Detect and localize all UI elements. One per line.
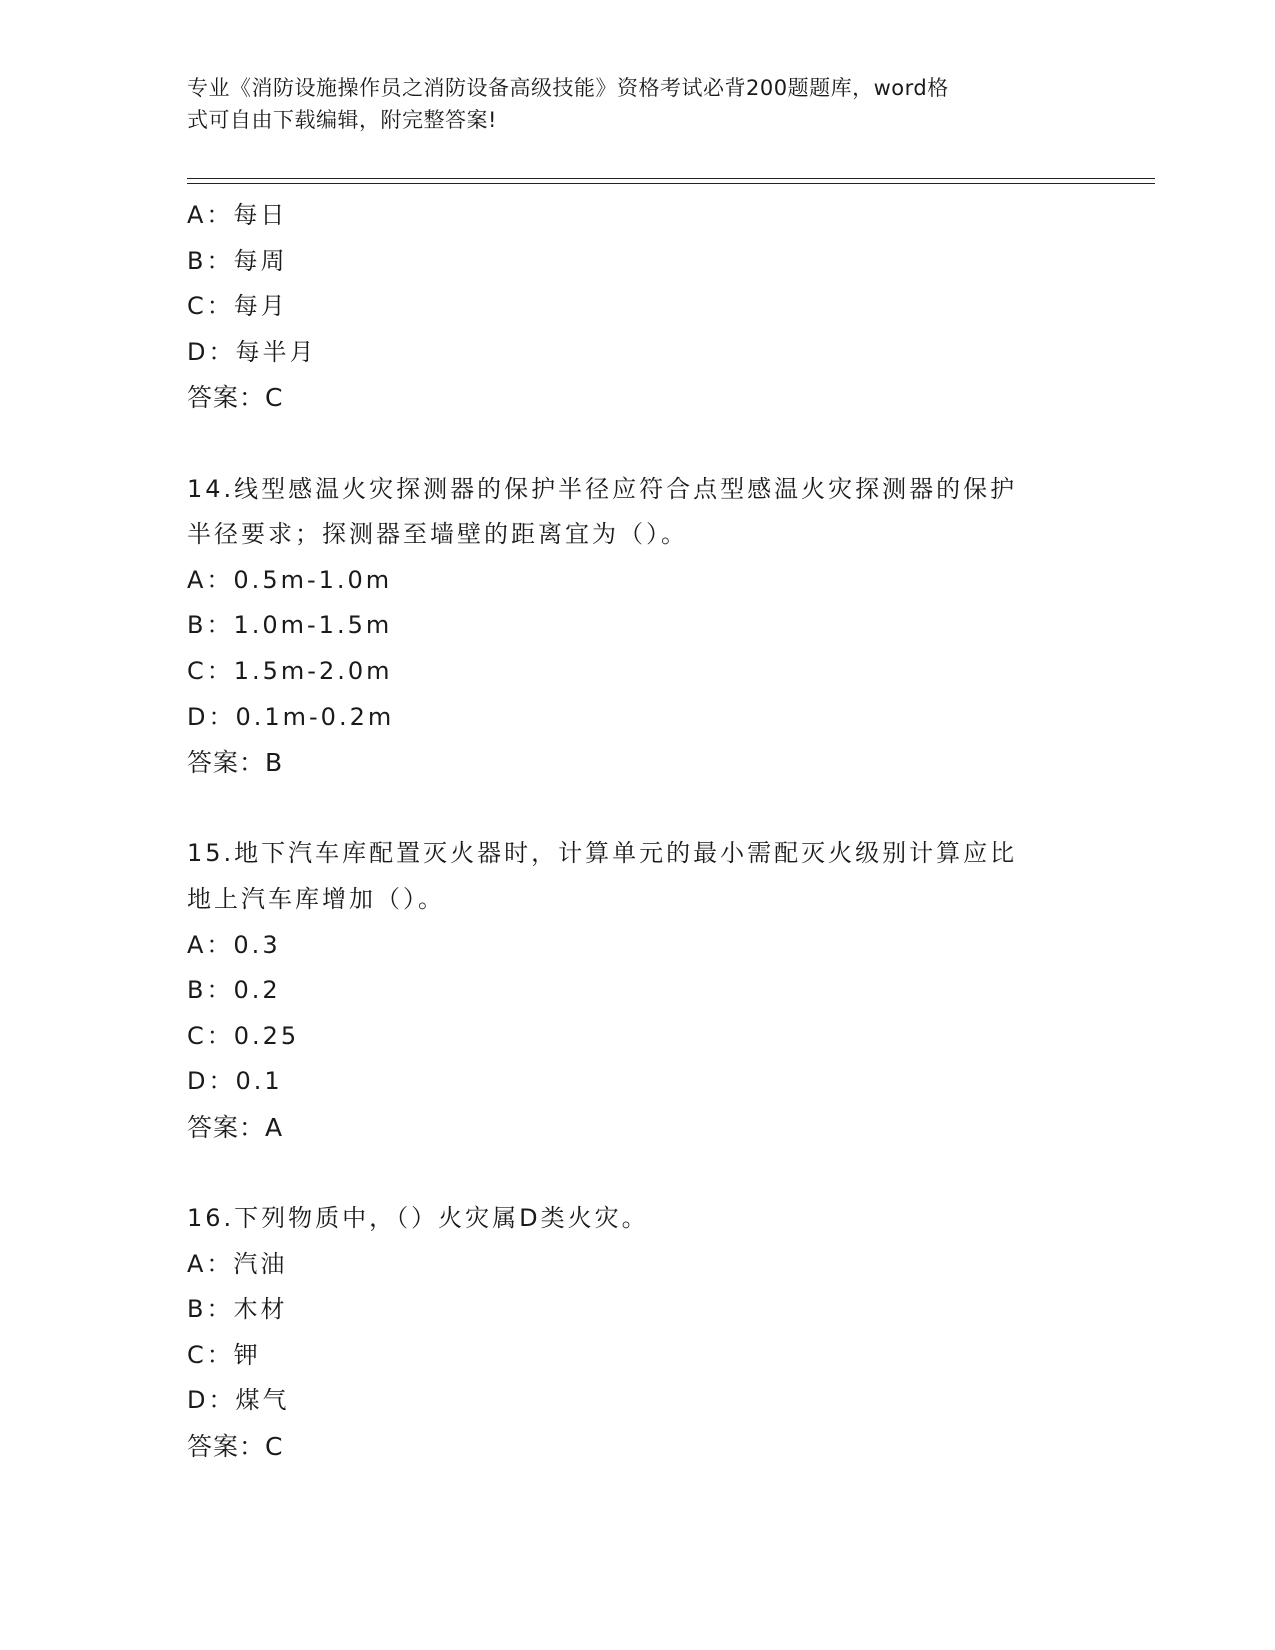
question-stem-line-1: 16.下列物质中，（）火灾属D类火灾。 — [187, 1204, 649, 1233]
answer-line: 答案：A — [187, 1112, 284, 1142]
option-a: A：汽油 — [187, 1249, 288, 1278]
question-15 — [187, 831, 1087, 1150]
option-d: D：0.1m-0.2m — [187, 702, 395, 731]
option-b: B：0.2 — [187, 976, 281, 1005]
question-stem-line-1: 14.线型感温火灾探测器的保护半径应符合点型感温火灾探测器的保护 — [187, 474, 1018, 503]
question-14 — [187, 467, 1087, 786]
option-c: C：钾 — [187, 1340, 261, 1369]
option-c: C：1.5m-2.0m — [187, 656, 393, 685]
option-d: D：每半月 — [187, 337, 317, 366]
header-divider-bottom — [187, 183, 1155, 184]
option-a: A：0.5m-1.0m — [187, 565, 393, 594]
option-c: C：每月 — [187, 292, 288, 321]
option-a: A：0.3 — [187, 930, 281, 959]
document-header — [187, 72, 1087, 136]
question-16 — [187, 1196, 1087, 1470]
question-13 — [187, 193, 1087, 421]
option-b: B：木材 — [187, 1295, 288, 1324]
spacer — [187, 786, 1087, 832]
question-stem-line-2: 地上汽车库增加（）。 — [187, 884, 445, 913]
option-d: D：0.1 — [187, 1067, 283, 1096]
answer-line: 答案：C — [187, 383, 284, 413]
option-d: D：煤气 — [187, 1386, 290, 1415]
question-list — [187, 193, 1087, 1470]
option-b: B：每周 — [187, 246, 288, 275]
spacer — [187, 421, 1087, 467]
answer-line: 答案：B — [187, 748, 284, 778]
option-c: C：0.25 — [187, 1021, 300, 1050]
header-line-2: 式可自由下载编辑，附完整答案! — [187, 108, 497, 132]
option-b: B：1.0m-1.5m — [187, 611, 393, 640]
question-stem-line-1: 15.地下汽车库配置灭火器时，计算单元的最小需配灭火级别计算应比 — [187, 839, 1018, 868]
header-line-1: 专业《消防设施操作员之消防设备高级技能》资格考试必背200题题库，word格 — [187, 76, 949, 100]
option-a: A：每日 — [187, 201, 288, 229]
answer-line: 答案：C — [187, 1432, 284, 1462]
question-stem-line-2: 半径要求；探测器至墙壁的距离宜为（）。 — [187, 520, 688, 549]
header-divider-top — [187, 178, 1155, 179]
spacer — [187, 1150, 1087, 1196]
